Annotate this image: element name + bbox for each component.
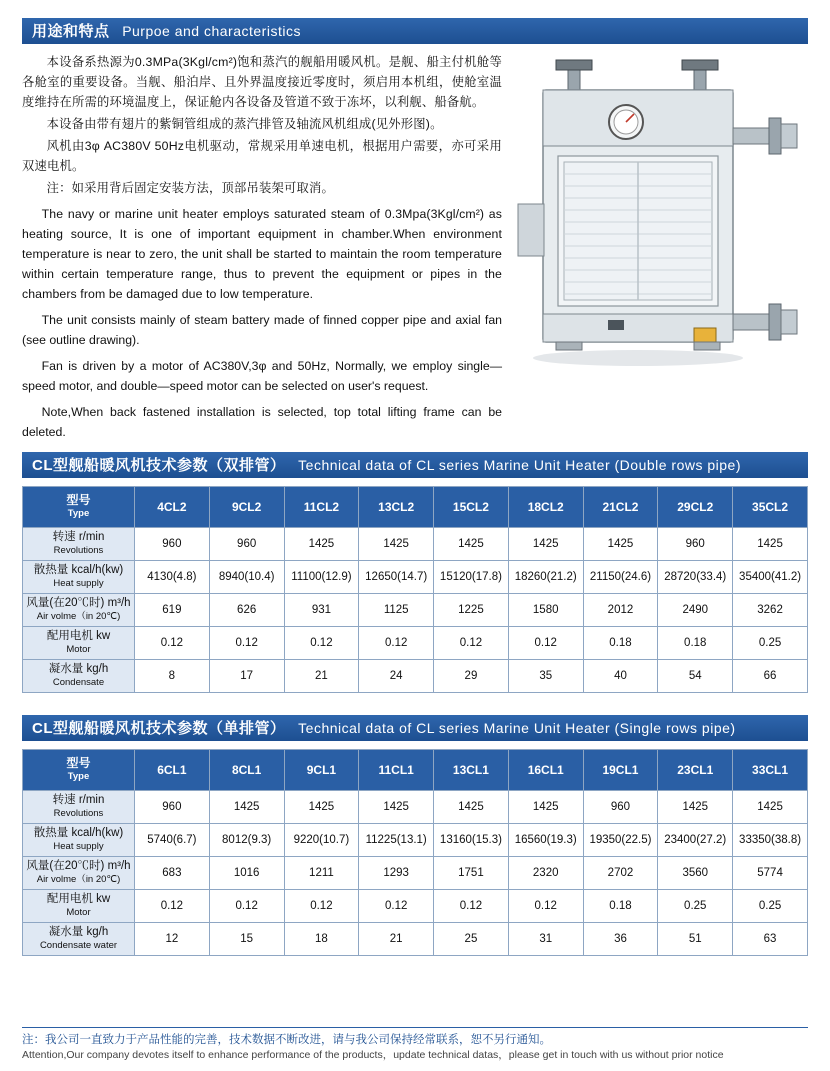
row-label-condensate-water xyxy=(23,923,135,956)
cell-value: 35 xyxy=(508,660,583,693)
cell-value: 0.12 xyxy=(209,627,284,660)
cell-value: 8012(9.3) xyxy=(209,824,284,857)
cell-value: 3262 xyxy=(733,594,808,627)
row-label-en: Motor xyxy=(66,907,91,918)
row-label-cn: 凝水量 kg/h xyxy=(48,663,109,675)
row-label-en: Revolutions xyxy=(53,545,104,556)
cell-value: 12 xyxy=(135,923,210,956)
cell-value: 8940(10.4) xyxy=(209,561,284,594)
row-label-en: Heat supply xyxy=(53,841,104,852)
cell-value: 0.25 xyxy=(658,890,733,923)
section-header-single xyxy=(22,715,808,741)
intro-cn-3: 风机由3φ AC380V 50Hz电机驱动，常规采用单速电机，根据用户需要，亦可采用双速电机。 xyxy=(22,139,502,173)
cell-value: 1425 xyxy=(284,791,359,824)
table-row xyxy=(23,561,808,594)
cell-value: 1125 xyxy=(359,594,434,627)
row-label-en: Revolutions xyxy=(53,808,104,819)
cell-value: 626 xyxy=(209,594,284,627)
cell-value: 2702 xyxy=(583,857,658,890)
cell-value: 11100(12.9) xyxy=(284,561,359,594)
table-row xyxy=(23,923,808,956)
cell-value: 1425 xyxy=(434,791,509,824)
footer-note xyxy=(22,1027,808,1063)
intro-en-3: Fan is driven by a motor of AC380V,3φ and 50Hz, Normally, we employ single—speed motor, and double—speed motor can be selected on user's request. xyxy=(22,359,502,393)
cell-value: 1580 xyxy=(508,594,583,627)
cell-value: 1425 xyxy=(209,791,284,824)
section-title-cn: 用途和特点 xyxy=(32,23,110,40)
table-double-section xyxy=(22,452,808,693)
cell-value: 960 xyxy=(658,528,733,561)
cell-value: 18 xyxy=(284,923,359,956)
cell-value: 25 xyxy=(434,923,509,956)
intro-block xyxy=(22,52,808,442)
row-label-en: Type xyxy=(67,508,90,519)
cell-value: 63 xyxy=(733,923,808,956)
cell-value: 960 xyxy=(209,528,284,561)
table-single-section xyxy=(22,715,808,956)
cell-model: 18CL2 xyxy=(508,487,583,528)
cell-value: 1751 xyxy=(434,857,509,890)
cell-value: 960 xyxy=(583,791,658,824)
cell-value: 0.12 xyxy=(284,890,359,923)
cell-model: 13CL2 xyxy=(359,487,434,528)
cell-model: 8CL1 xyxy=(209,750,284,791)
row-label-motor xyxy=(23,627,135,660)
cell-value: 21 xyxy=(359,923,434,956)
cell-value: 24 xyxy=(359,660,434,693)
row-label-cn: 转速 r/min xyxy=(52,794,105,806)
row-label-cn: 凝水量 kg/h xyxy=(48,926,109,938)
table-row xyxy=(23,791,808,824)
cell-value: 13160(15.3) xyxy=(434,824,509,857)
footer-divider xyxy=(22,1027,808,1028)
intro-en-1: The navy or marine unit heater employs saturated steam of 0.3Mpa(3Kgl/cm²) as heating source, It is one of important equipment in chamber.When environment temperature is near to zero, the unit shall be started to maintain the room temperature within certain temperature range, thus to prevent the equipment or pipes in the chambers from be damaged due to low temperature. xyxy=(22,207,502,301)
cell-model: 35CL2 xyxy=(733,487,808,528)
row-label-en: Heat supply xyxy=(53,578,104,589)
cell-value: 16560(19.3) xyxy=(508,824,583,857)
cell-value: 1425 xyxy=(733,528,808,561)
row-label-cn: 型号 xyxy=(66,493,91,507)
cell-model: 23CL1 xyxy=(658,750,733,791)
table-row xyxy=(23,857,808,890)
cell-value: 19350(22.5) xyxy=(583,824,658,857)
table-double xyxy=(22,486,808,693)
cell-value: 1425 xyxy=(508,791,583,824)
cell-value: 960 xyxy=(135,528,210,561)
row-label-cn: 散热量 kcal/h(kw) xyxy=(33,827,124,839)
cell-model: 6CL1 xyxy=(135,750,210,791)
row-label-revolutions xyxy=(23,791,135,824)
cell-value: 0.25 xyxy=(733,627,808,660)
section-header-double xyxy=(22,452,808,478)
cell-value: 29 xyxy=(434,660,509,693)
cell-value: 35400(41.2) xyxy=(733,561,808,594)
cell-value: 960 xyxy=(135,791,210,824)
row-label-cn: 配用电机 kw xyxy=(46,630,111,642)
footer-note-en: Attention,Our company devotes itself to enhance performance of the products，update technical datas，please get in touch with us without prior notice xyxy=(22,1049,724,1061)
table-row xyxy=(23,750,808,791)
row-label-air-volume xyxy=(23,857,135,890)
row-label-condensate xyxy=(23,660,135,693)
cell-value: 5740(6.7) xyxy=(135,824,210,857)
cell-model: 9CL2 xyxy=(209,487,284,528)
cell-value: 54 xyxy=(658,660,733,693)
cell-value: 17 xyxy=(209,660,284,693)
footer-note-cn: 注：我公司一直致力于产品性能的完善，技术数据不断改进，请与我公司保持经常联系，恕不另行通知。 xyxy=(22,1034,551,1046)
row-label-cn: 散热量 kcal/h(kw) xyxy=(33,564,124,576)
row-label-cn: 风量(在20℃时) m³/h xyxy=(26,860,131,872)
cell-model: 11CL1 xyxy=(359,750,434,791)
cell-value: 0.18 xyxy=(583,627,658,660)
cell-value: 1425 xyxy=(658,791,733,824)
cell-value: 0.12 xyxy=(284,627,359,660)
cell-value: 2490 xyxy=(658,594,733,627)
cell-value: 33350(38.8) xyxy=(733,824,808,857)
table-double-title-cn: CL型舰船暖风机技术参数（双排管） xyxy=(32,457,286,474)
cell-value: 2320 xyxy=(508,857,583,890)
cell-value: 4130(4.8) xyxy=(135,561,210,594)
cell-value: 1425 xyxy=(359,528,434,561)
table-row xyxy=(23,627,808,660)
cell-value: 0.18 xyxy=(658,627,733,660)
row-label-en: Condensate xyxy=(52,677,105,688)
cell-model: 29CL2 xyxy=(658,487,733,528)
cell-value: 28720(33.4) xyxy=(658,561,733,594)
row-label-motor xyxy=(23,890,135,923)
cell-value: 1293 xyxy=(359,857,434,890)
cell-value: 683 xyxy=(135,857,210,890)
cell-value: 1425 xyxy=(359,791,434,824)
cell-value: 0.12 xyxy=(359,627,434,660)
table-row xyxy=(23,487,808,528)
cell-value: 1425 xyxy=(284,528,359,561)
table-row xyxy=(23,594,808,627)
row-label-cn: 配用电机 kw xyxy=(46,893,111,905)
cell-value: 0.25 xyxy=(733,890,808,923)
intro-cn-1: 本设备系热源为0.3MPa(3Kgl/cm²)饱和蒸汽的舰船用暖风机。是舰、船主付机舱等各舱室的重要设备。当舰、船泊岸、且外界温度接近零度时，须启用本机组，使舱室温度维持在所需的环境温度上，保证舱内各设备及管道不致于冻坏，以利舰、船备航。 xyxy=(22,55,502,109)
row-label-air-volume xyxy=(23,594,135,627)
cell-value: 51 xyxy=(658,923,733,956)
table-row xyxy=(23,660,808,693)
cell-value: 2012 xyxy=(583,594,658,627)
table-single-title-en: Technical data of CL series Marine Unit Heater (Single rows pipe) xyxy=(298,720,736,736)
intro-text xyxy=(22,52,502,442)
cell-model: 19CL1 xyxy=(583,750,658,791)
row-label-cn: 型号 xyxy=(66,756,91,770)
cell-value: 31 xyxy=(508,923,583,956)
row-label-en: Air volme（in 20℃) xyxy=(36,611,121,622)
intro-en-2: The unit consists mainly of steam battery made of finned copper pipe and axial fan (see outline drawing). xyxy=(22,313,502,347)
cell-model: 21CL2 xyxy=(583,487,658,528)
row-label-cn: 风量(在20℃时) m³/h xyxy=(26,597,131,609)
product-photo xyxy=(498,52,808,382)
cell-value: 1225 xyxy=(434,594,509,627)
cell-value: 931 xyxy=(284,594,359,627)
cell-value: 0.12 xyxy=(508,890,583,923)
table-row xyxy=(23,824,808,857)
row-label-en: Air volme（in 20℃) xyxy=(36,874,121,885)
table-row xyxy=(23,890,808,923)
cell-value: 1211 xyxy=(284,857,359,890)
cell-value: 619 xyxy=(135,594,210,627)
cell-value: 9220(10.7) xyxy=(284,824,359,857)
intro-cn-4: 注：如采用背后固定安装方法，顶部吊装架可取消。 xyxy=(46,181,335,195)
row-label-en: Condensate water xyxy=(39,940,118,951)
row-label-heat-supply xyxy=(23,824,135,857)
row-label-en: Motor xyxy=(66,644,91,655)
row-label-revolutions xyxy=(23,528,135,561)
cell-model: 4CL2 xyxy=(135,487,210,528)
cell-value: 1425 xyxy=(733,791,808,824)
cell-value: 66 xyxy=(733,660,808,693)
cell-model: 33CL1 xyxy=(733,750,808,791)
cell-value: 8 xyxy=(135,660,210,693)
cell-value: 3560 xyxy=(658,857,733,890)
section-header-purpose xyxy=(22,18,808,44)
table-double-title-en: Technical data of CL series Marine Unit Heater (Double rows pipe) xyxy=(298,457,742,473)
row-label-heat-supply xyxy=(23,561,135,594)
cell-value: 21 xyxy=(284,660,359,693)
table-single xyxy=(22,749,808,956)
cell-model: 15CL2 xyxy=(434,487,509,528)
cell-value: 21150(24.6) xyxy=(583,561,658,594)
cell-value: 0.18 xyxy=(583,890,658,923)
cell-value: 0.12 xyxy=(135,627,210,660)
intro-en-4: Note,When back fastened installation is selected, top total lifting frame can be deleted. xyxy=(22,405,502,439)
cell-value: 0.12 xyxy=(434,627,509,660)
table-row xyxy=(23,528,808,561)
cell-model: 16CL1 xyxy=(508,750,583,791)
row-label-en: Type xyxy=(67,771,90,782)
cell-value: 0.12 xyxy=(508,627,583,660)
cell-value: 1425 xyxy=(583,528,658,561)
intro-cn-2: 本设备由带有翅片的紫铜管组成的蒸汽排管及轴流风机组成(见外形图)。 xyxy=(46,117,443,131)
cell-value: 5774 xyxy=(733,857,808,890)
row-label-cn: 转速 r/min xyxy=(52,531,105,543)
cell-value: 15120(17.8) xyxy=(434,561,509,594)
cell-value: 15 xyxy=(209,923,284,956)
cell-value: 36 xyxy=(583,923,658,956)
cell-value: 1425 xyxy=(508,528,583,561)
table-single-title-cn: CL型舰船暖风机技术参数（单排管） xyxy=(32,720,286,737)
cell-value: 23400(27.2) xyxy=(658,824,733,857)
cell-value: 1016 xyxy=(209,857,284,890)
cell-value: 18260(21.2) xyxy=(508,561,583,594)
cell-model: 13CL1 xyxy=(434,750,509,791)
cell-value: 0.12 xyxy=(135,890,210,923)
cell-value: 0.12 xyxy=(434,890,509,923)
section-title-en: Purpoe and characteristics xyxy=(122,23,301,39)
cell-value: 0.12 xyxy=(209,890,284,923)
cell-value: 11225(13.1) xyxy=(359,824,434,857)
cell-value: 12650(14.7) xyxy=(359,561,434,594)
cell-model: 11CL2 xyxy=(284,487,359,528)
cell-value: 40 xyxy=(583,660,658,693)
cell-value: 1425 xyxy=(434,528,509,561)
cell-model: 9CL1 xyxy=(284,750,359,791)
row-label-type xyxy=(23,750,135,791)
cell-value: 0.12 xyxy=(359,890,434,923)
row-label-type xyxy=(23,487,135,528)
